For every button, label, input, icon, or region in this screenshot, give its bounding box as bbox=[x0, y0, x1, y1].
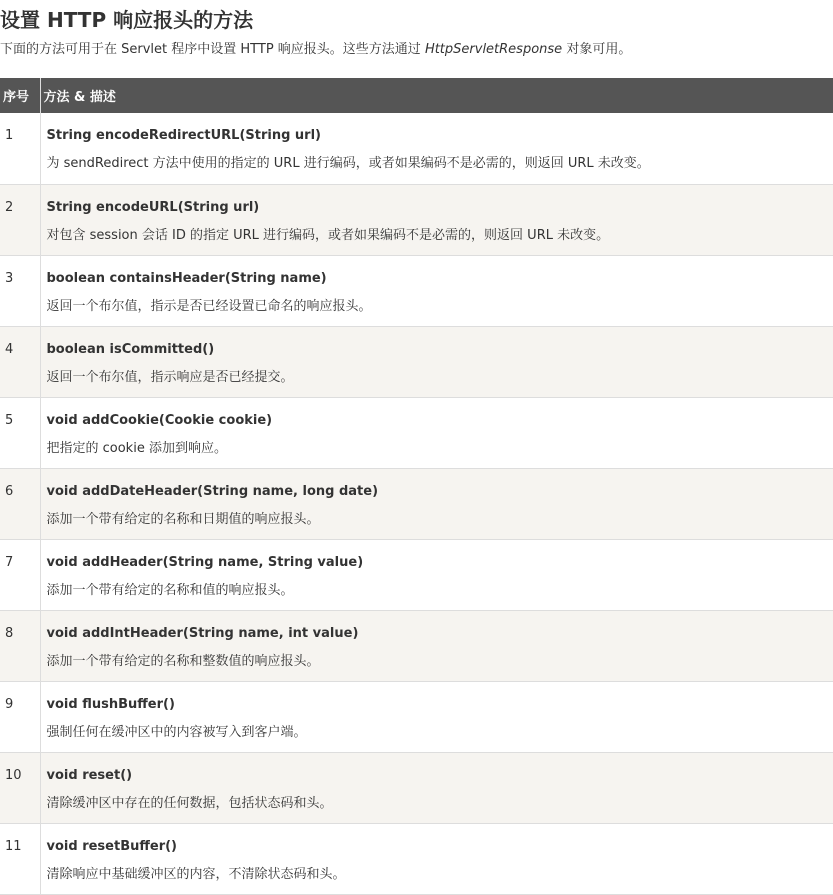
table-row bbox=[0, 681, 833, 752]
table-row bbox=[0, 752, 833, 823]
row-method-cell bbox=[40, 681, 833, 752]
method-description: 为 sendRedirect 方法中使用的指定的 URL 进行编码，或者如果编码不是必需的，则返回 URL 未改变。 bbox=[47, 155, 833, 173]
method-signature: boolean isCommitted() bbox=[47, 341, 833, 359]
method-description: 强制任何在缓冲区中的内容被写入到客户端。 bbox=[47, 724, 833, 742]
row-method-cell bbox=[40, 184, 833, 255]
method-signature: boolean containsHeader(String name) bbox=[47, 270, 833, 288]
method-signature: void flushBuffer() bbox=[47, 696, 833, 714]
table-row bbox=[0, 539, 833, 610]
row-number: 11 bbox=[0, 823, 40, 894]
method-signature: void reset() bbox=[47, 767, 833, 785]
method-signature: void addCookie(Cookie cookie) bbox=[47, 412, 833, 430]
row-method-cell bbox=[40, 113, 833, 184]
row-number: 5 bbox=[0, 397, 40, 468]
row-number: 2 bbox=[0, 184, 40, 255]
intro-class-name: HttpServletResponse bbox=[425, 42, 562, 57]
row-method-cell bbox=[40, 397, 833, 468]
row-method-cell bbox=[40, 468, 833, 539]
row-method-cell bbox=[40, 823, 833, 894]
method-signature: String encodeURL(String url) bbox=[47, 199, 833, 217]
method-description: 添加一个带有给定的名称和日期值的响应报头。 bbox=[47, 511, 833, 529]
method-description: 添加一个带有给定的名称和整数值的响应报头。 bbox=[47, 653, 833, 671]
method-signature: void resetBuffer() bbox=[47, 838, 833, 856]
intro-text: 下面的方法可用于在 Servlet 程序中设置 HTTP 响应报头。这些方法通过 bbox=[0, 42, 425, 57]
table-row bbox=[0, 255, 833, 326]
method-signature: String encodeRedirectURL(String url) bbox=[47, 127, 833, 145]
row-method-cell bbox=[40, 255, 833, 326]
table-row bbox=[0, 397, 833, 468]
row-number: 8 bbox=[0, 610, 40, 681]
row-number: 9 bbox=[0, 681, 40, 752]
column-header-method: 方法 & 描述 bbox=[40, 78, 833, 113]
table-row bbox=[0, 610, 833, 681]
page-title: 设置 HTTP 响应报头的方法 bbox=[0, 0, 833, 40]
row-method-cell bbox=[40, 539, 833, 610]
column-header-number: 序号 bbox=[0, 78, 40, 113]
row-method-cell bbox=[40, 326, 833, 397]
method-signature: void addDateHeader(String name, long date) bbox=[47, 483, 833, 501]
table-row bbox=[0, 184, 833, 255]
table-row bbox=[0, 326, 833, 397]
method-description: 添加一个带有给定的名称和值的响应报头。 bbox=[47, 582, 833, 600]
methods-table bbox=[0, 78, 833, 895]
method-description: 对包含 session 会话 ID 的指定 URL 进行编码，或者如果编码不是必需的，则返回 URL 未改变。 bbox=[47, 227, 833, 245]
method-description: 返回一个布尔值，指示响应是否已经提交。 bbox=[47, 369, 833, 387]
table-row bbox=[0, 113, 833, 184]
row-method-cell bbox=[40, 752, 833, 823]
row-number: 7 bbox=[0, 539, 40, 610]
intro-text-end: 对象可用。 bbox=[562, 42, 631, 57]
method-signature: void addHeader(String name, String value) bbox=[47, 554, 833, 572]
table-row bbox=[0, 823, 833, 894]
row-number: 10 bbox=[0, 752, 40, 823]
intro-paragraph bbox=[0, 40, 833, 78]
method-description: 把指定的 cookie 添加到响应。 bbox=[47, 440, 833, 458]
row-number: 1 bbox=[0, 113, 40, 184]
table-header-row bbox=[0, 78, 833, 113]
row-number: 4 bbox=[0, 326, 40, 397]
method-description: 清除缓冲区中存在的任何数据，包括状态码和头。 bbox=[47, 795, 833, 813]
table-row bbox=[0, 468, 833, 539]
row-number: 6 bbox=[0, 468, 40, 539]
method-description: 清除响应中基础缓冲区的内容，不清除状态码和头。 bbox=[47, 866, 833, 884]
method-signature: void addIntHeader(String name, int value) bbox=[47, 625, 833, 643]
row-number: 3 bbox=[0, 255, 40, 326]
method-description: 返回一个布尔值，指示是否已经设置已命名的响应报头。 bbox=[47, 298, 833, 316]
row-method-cell bbox=[40, 610, 833, 681]
